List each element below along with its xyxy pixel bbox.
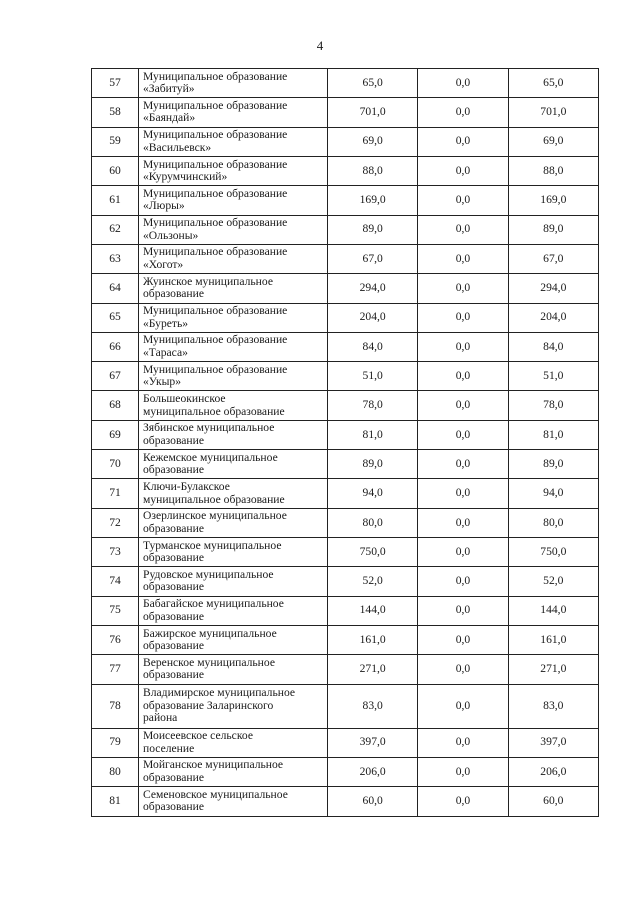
value-3-cell: 206,0 [508,757,598,786]
value-3-cell: 80,0 [508,508,598,537]
value-1-cell: 206,0 [328,757,418,786]
municipality-name-cell: Кежемское муниципальное образование [139,450,328,479]
row-number-cell: 69 [92,420,139,449]
table-row [92,362,599,391]
table-row [92,538,599,567]
value-1-cell: 88,0 [328,156,418,185]
municipality-name-cell: Жуинское муниципальное образование [139,274,328,303]
row-number-cell: 60 [92,156,139,185]
value-3-cell: 161,0 [508,625,598,654]
value-3-cell: 67,0 [508,244,598,273]
table-row [92,596,599,625]
page-number: 4 [316,38,324,53]
municipality-name-cell: Муниципальное образование «Забитуй» [139,69,328,98]
municipality-name-cell: Большеокинское муниципальное образование [139,391,328,420]
table-row [92,69,599,98]
value-2-cell: 0,0 [418,127,508,156]
value-3-cell: 169,0 [508,186,598,215]
value-2-cell: 0,0 [418,567,508,596]
row-number-cell: 63 [92,244,139,273]
value-2-cell: 0,0 [418,215,508,244]
row-number-cell: 70 [92,450,139,479]
municipality-name-cell: Муниципальное образование «Курумчинский» [139,156,328,185]
row-number-cell: 57 [92,69,139,98]
table-row [92,684,599,728]
table-row [92,215,599,244]
value-1-cell: 161,0 [328,625,418,654]
value-2-cell: 0,0 [418,684,508,728]
table-body [92,69,599,817]
row-number-cell: 65 [92,303,139,332]
value-1-cell: 65,0 [328,69,418,98]
value-1-cell: 67,0 [328,244,418,273]
table-row [92,479,599,508]
table-row [92,391,599,420]
table-row [92,787,599,816]
table-row [92,244,599,273]
municipality-name-cell: Владимирское муниципальное образование Заларинского района [139,684,328,728]
value-1-cell: 204,0 [328,303,418,332]
value-1-cell: 80,0 [328,508,418,537]
value-3-cell: 89,0 [508,450,598,479]
row-number-cell: 68 [92,391,139,420]
row-number-cell: 71 [92,479,139,508]
value-2-cell: 0,0 [418,244,508,273]
value-3-cell: 83,0 [508,684,598,728]
municipality-name-cell: Ключи-Булакское муниципальное образование [139,479,328,508]
municipality-name-cell: Рудовское муниципальное образование [139,567,328,596]
value-1-cell: 52,0 [328,567,418,596]
municipality-name-cell: Мойганское муниципальное образование [139,757,328,786]
row-number-cell: 66 [92,332,139,361]
value-1-cell: 397,0 [328,728,418,757]
value-1-cell: 51,0 [328,362,418,391]
table-row [92,420,599,449]
value-1-cell: 94,0 [328,479,418,508]
value-1-cell: 60,0 [328,787,418,816]
value-3-cell: 51,0 [508,362,598,391]
municipality-name-cell: Бабагайское муниципальное образование [139,596,328,625]
municipality-name-cell: Муниципальное образование «Ользоны» [139,215,328,244]
value-1-cell: 169,0 [328,186,418,215]
value-1-cell: 271,0 [328,655,418,684]
row-number-cell: 76 [92,625,139,654]
value-1-cell: 144,0 [328,596,418,625]
value-2-cell: 0,0 [418,655,508,684]
value-3-cell: 78,0 [508,391,598,420]
value-3-cell: 294,0 [508,274,598,303]
municipality-name-cell: Зябинское муниципальное образование [139,420,328,449]
value-2-cell: 0,0 [418,69,508,98]
table-row [92,156,599,185]
value-3-cell: 204,0 [508,303,598,332]
value-1-cell: 69,0 [328,127,418,156]
table-row [92,274,599,303]
municipality-name-cell: Муниципальное образование «Буреть» [139,303,328,332]
row-number-cell: 73 [92,538,139,567]
value-2-cell: 0,0 [418,420,508,449]
row-number-cell: 74 [92,567,139,596]
value-1-cell: 78,0 [328,391,418,420]
value-3-cell: 65,0 [508,69,598,98]
municipality-name-cell: Турманское муниципальное образование [139,538,328,567]
row-number-cell: 58 [92,98,139,127]
table-row [92,303,599,332]
value-1-cell: 83,0 [328,684,418,728]
municipality-name-cell: Моисеевское сельское поселение [139,728,328,757]
value-2-cell: 0,0 [418,98,508,127]
row-number-cell: 75 [92,596,139,625]
value-1-cell: 89,0 [328,215,418,244]
table-row [92,508,599,537]
municipality-name-cell: Муниципальное образование «Баяндай» [139,98,328,127]
municipality-name-cell: Озерлинское муниципальное образование [139,508,328,537]
value-3-cell: 81,0 [508,420,598,449]
value-2-cell: 0,0 [418,787,508,816]
value-3-cell: 397,0 [508,728,598,757]
row-number-cell: 72 [92,508,139,537]
municipality-name-cell: Бажирское муниципальное образование [139,625,328,654]
value-2-cell: 0,0 [418,450,508,479]
municipality-name-cell: Веренское муниципальное образование [139,655,328,684]
row-number-cell: 59 [92,127,139,156]
row-number-cell: 67 [92,362,139,391]
table-row [92,127,599,156]
row-number-cell: 61 [92,186,139,215]
table-row [92,625,599,654]
value-1-cell: 294,0 [328,274,418,303]
table-row [92,567,599,596]
value-2-cell: 0,0 [418,479,508,508]
row-number-cell: 78 [92,684,139,728]
value-3-cell: 89,0 [508,215,598,244]
value-2-cell: 0,0 [418,728,508,757]
row-number-cell: 62 [92,215,139,244]
table-row [92,186,599,215]
value-3-cell: 52,0 [508,567,598,596]
value-3-cell: 60,0 [508,787,598,816]
table-row [92,98,599,127]
value-3-cell: 94,0 [508,479,598,508]
value-3-cell: 701,0 [508,98,598,127]
table-row [92,332,599,361]
value-2-cell: 0,0 [418,274,508,303]
value-2-cell: 0,0 [418,538,508,567]
value-3-cell: 271,0 [508,655,598,684]
value-2-cell: 0,0 [418,332,508,361]
value-1-cell: 89,0 [328,450,418,479]
row-number-cell: 79 [92,728,139,757]
value-2-cell: 0,0 [418,303,508,332]
table-row [92,728,599,757]
value-2-cell: 0,0 [418,596,508,625]
municipality-name-cell: Муниципальное образование «Люры» [139,186,328,215]
value-2-cell: 0,0 [418,391,508,420]
value-3-cell: 144,0 [508,596,598,625]
municipality-name-cell: Муниципальное образование «Тараса» [139,332,328,361]
municipality-name-cell: Муниципальное образование «Укыр» [139,362,328,391]
value-2-cell: 0,0 [418,757,508,786]
value-2-cell: 0,0 [418,508,508,537]
value-2-cell: 0,0 [418,156,508,185]
allocation-table [91,68,599,817]
value-1-cell: 84,0 [328,332,418,361]
row-number-cell: 77 [92,655,139,684]
table-row [92,655,599,684]
table-row [92,757,599,786]
municipality-name-cell: Муниципальное образование «Васильевск» [139,127,328,156]
row-number-cell: 80 [92,757,139,786]
row-number-cell: 64 [92,274,139,303]
value-3-cell: 88,0 [508,156,598,185]
row-number-cell: 81 [92,787,139,816]
municipality-name-cell: Муниципальное образование «Хогот» [139,244,328,273]
value-1-cell: 750,0 [328,538,418,567]
value-1-cell: 81,0 [328,420,418,449]
value-2-cell: 0,0 [418,362,508,391]
value-1-cell: 701,0 [328,98,418,127]
value-3-cell: 84,0 [508,332,598,361]
value-3-cell: 69,0 [508,127,598,156]
municipality-name-cell: Семеновское муниципальное образование [139,787,328,816]
value-2-cell: 0,0 [418,186,508,215]
value-3-cell: 750,0 [508,538,598,567]
table-row [92,450,599,479]
value-2-cell: 0,0 [418,625,508,654]
